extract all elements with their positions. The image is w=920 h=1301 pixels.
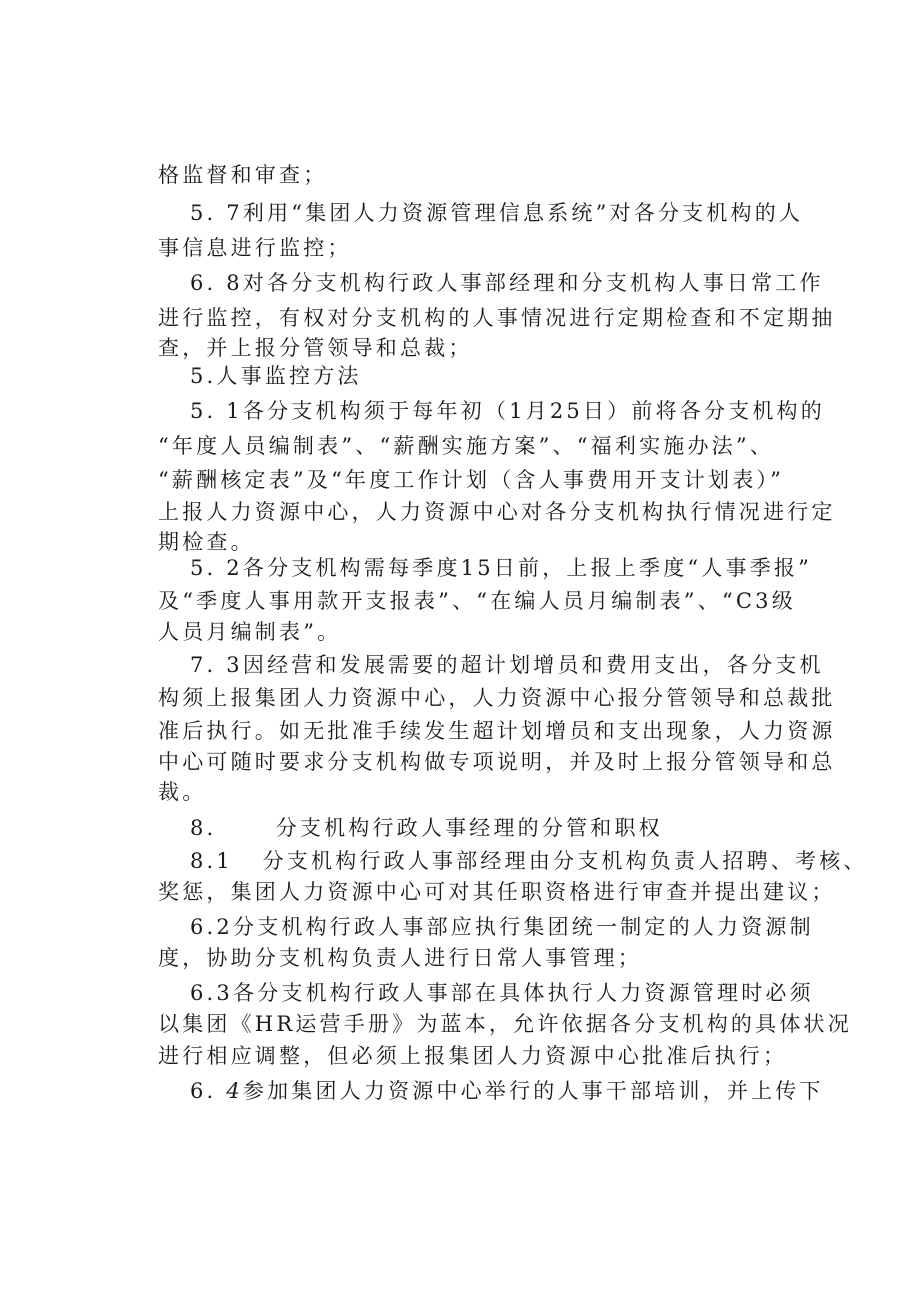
text-line: 7. 3因经营和发展需要的超计划增员和费用支出，各分支机: [190, 653, 824, 677]
text-line: 6.2分支机构行政人事部应执行集团统一制定的人力资源制: [190, 915, 814, 939]
text-line: [190, 1074, 824, 1108]
text-line: 进行监控，有权对分支机构的人事情况进行定期检查和不定期抽: [158, 306, 836, 330]
text-line: 6.3各分支机构行政人事部在具体执行人力资源管理时必须: [190, 981, 814, 1005]
text-line: 5. 1各分支机构须于每年初（1月25日）前将各分支机构的: [190, 399, 825, 423]
section-heading: 5.人事监控方法: [190, 364, 362, 388]
text-line: 度，协助分支机构负责人进行日常人事管理；: [158, 946, 642, 970]
text-line: 人员月编制表”。: [158, 620, 342, 644]
text-line: 中心可随时要求分支机构做专项说明，并及时上报分管领导和总: [158, 750, 836, 774]
text-line: 6. 8对各分支机构行政人事部经理和分支机构人事日常工作: [190, 271, 824, 295]
clause-number-italic: 4: [226, 1079, 243, 1103]
text-line: 期检查。: [158, 530, 255, 554]
text-line: 8.1 分支机构行政人事部经理由分支机构负责人招聘、考核、: [190, 849, 868, 873]
text-line: 事信息进行监控；: [158, 236, 352, 260]
text-line: 上报人力资源中心，人力资源中心对各分支机构执行情况进行定: [158, 500, 836, 524]
text-line: 及“季度人事用款开支报表”、“在编人员月编制表”、“C3级: [158, 589, 796, 613]
text-line: 准后执行。如无批准手续发生超计划增员和支出现象，人力资源: [158, 719, 836, 743]
text-line: “年度人员编制表”、“薪酬实施方案”、“福利实施办法”、: [158, 434, 775, 458]
text-line: 裁。: [158, 780, 207, 804]
section-heading: 8. 分支机构行政人事经理的分管和职权: [190, 816, 663, 840]
text-line: 构须上报集团人力资源中心，人力资源中心报分管领导和总裁批: [158, 686, 836, 710]
text-line: 格监督和审查；: [158, 163, 328, 187]
clause-number: 6.: [190, 1079, 227, 1103]
text-line: 以集团《HR运营手册》为蓝本，允许依据各分支机构的具体状况: [158, 1012, 852, 1036]
text-line: 5. 2各分支机构需每季度15日前，上报上季度“人事季报”: [190, 556, 813, 580]
clause-text: 参加集团人力资源中心举行的人事干部培训，并上传下: [242, 1079, 824, 1103]
text-line: 奖惩，集团人力资源中心可对其任职资格进行审查并提出建议；: [158, 880, 836, 904]
text-line: 查，并上报分管领导和总裁；: [158, 336, 473, 360]
text-line: 5. 7利用“集团人力资源管理信息系统”对各分支机构的人: [190, 201, 804, 225]
text-line: 进行相应调整，但必须上报集团人力资源中心批准后执行；: [158, 1044, 788, 1068]
text-line: “薪酬核定表”及“年度工作计划（含人事费用开支计划表）”: [158, 468, 785, 492]
